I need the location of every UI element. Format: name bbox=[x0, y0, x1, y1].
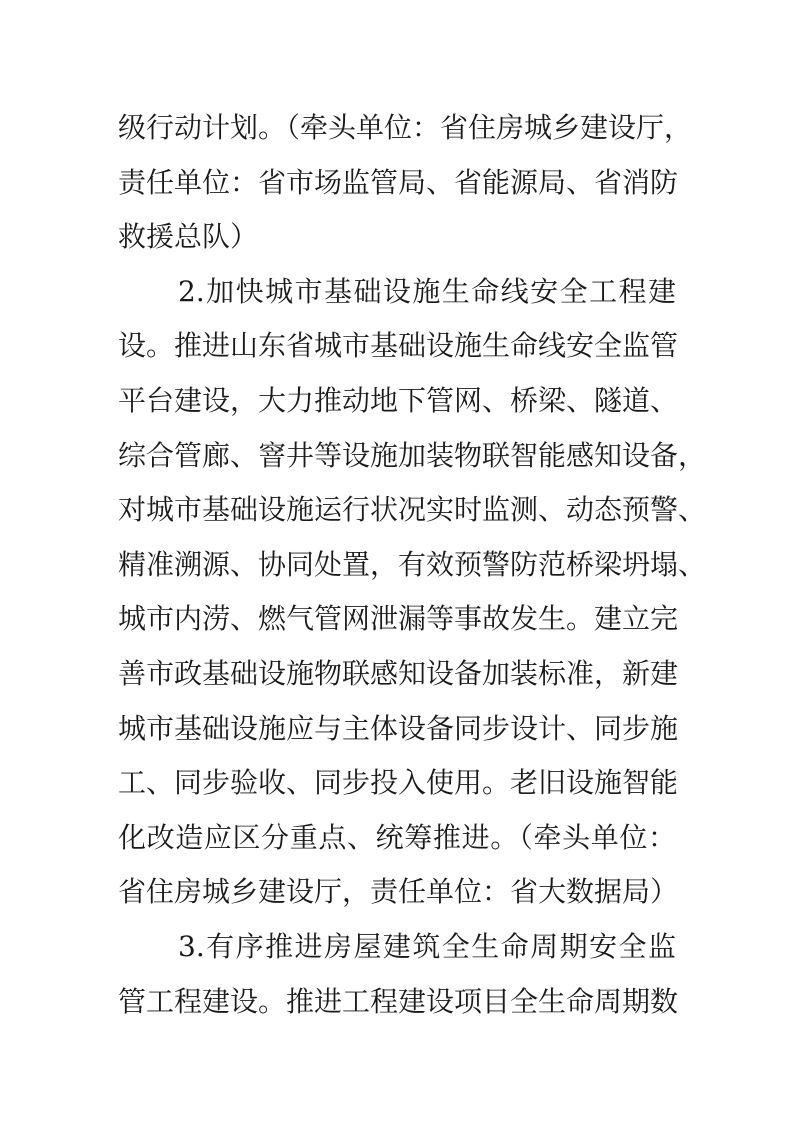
text-line: 对城市基础设施运行状况实时监测、动态预警、 bbox=[118, 493, 707, 527]
text-line: 城市内涝、燃气管网泄漏等事故发生。建立完 bbox=[118, 602, 679, 636]
document-page bbox=[118, 101, 707, 1029]
text-line: 精准溯源、协同处置，有效预警防范桥梁坍塌、 bbox=[118, 547, 707, 581]
text-line: 善市政基础设施物联感知设备加装标准，新建 bbox=[118, 656, 679, 690]
text-line: 级行动计划。（牵头单位：省住房城乡建设厅， bbox=[118, 111, 693, 144]
text-line: 救援总队） bbox=[118, 220, 259, 254]
text-line: 化改造应区分重点、统筹推进。（牵头单位： bbox=[118, 820, 676, 854]
text-line: 平台建设，大力推动地下管网、桥梁、隧道、 bbox=[118, 383, 679, 417]
text-line: 城市基础设施应与主体设备同步设计、同步施 bbox=[118, 711, 679, 745]
section-heading-line: 3.有序推进房屋建筑全生命周期安全监 bbox=[178, 929, 676, 963]
text-line: 省住房城乡建设厅，责任单位：省大数据局） bbox=[118, 875, 679, 909]
text-line: 工、同步验收、同步投入使用。老旧设施智能 bbox=[118, 766, 679, 800]
text-line: 综合管廊、窨井等设施加装物联智能感知设备， bbox=[118, 438, 707, 472]
section-heading-line: 2.加快城市基础设施生命线安全工程建 bbox=[178, 274, 676, 308]
text-line: 管工程建设。推进工程建设项目全生命周期数 bbox=[118, 984, 679, 1018]
text-line: 责任单位：省市场监管局、省能源局、省消防 bbox=[118, 165, 679, 199]
text-line: 设。推进山东省城市基础设施生命线安全监管 bbox=[118, 329, 679, 363]
